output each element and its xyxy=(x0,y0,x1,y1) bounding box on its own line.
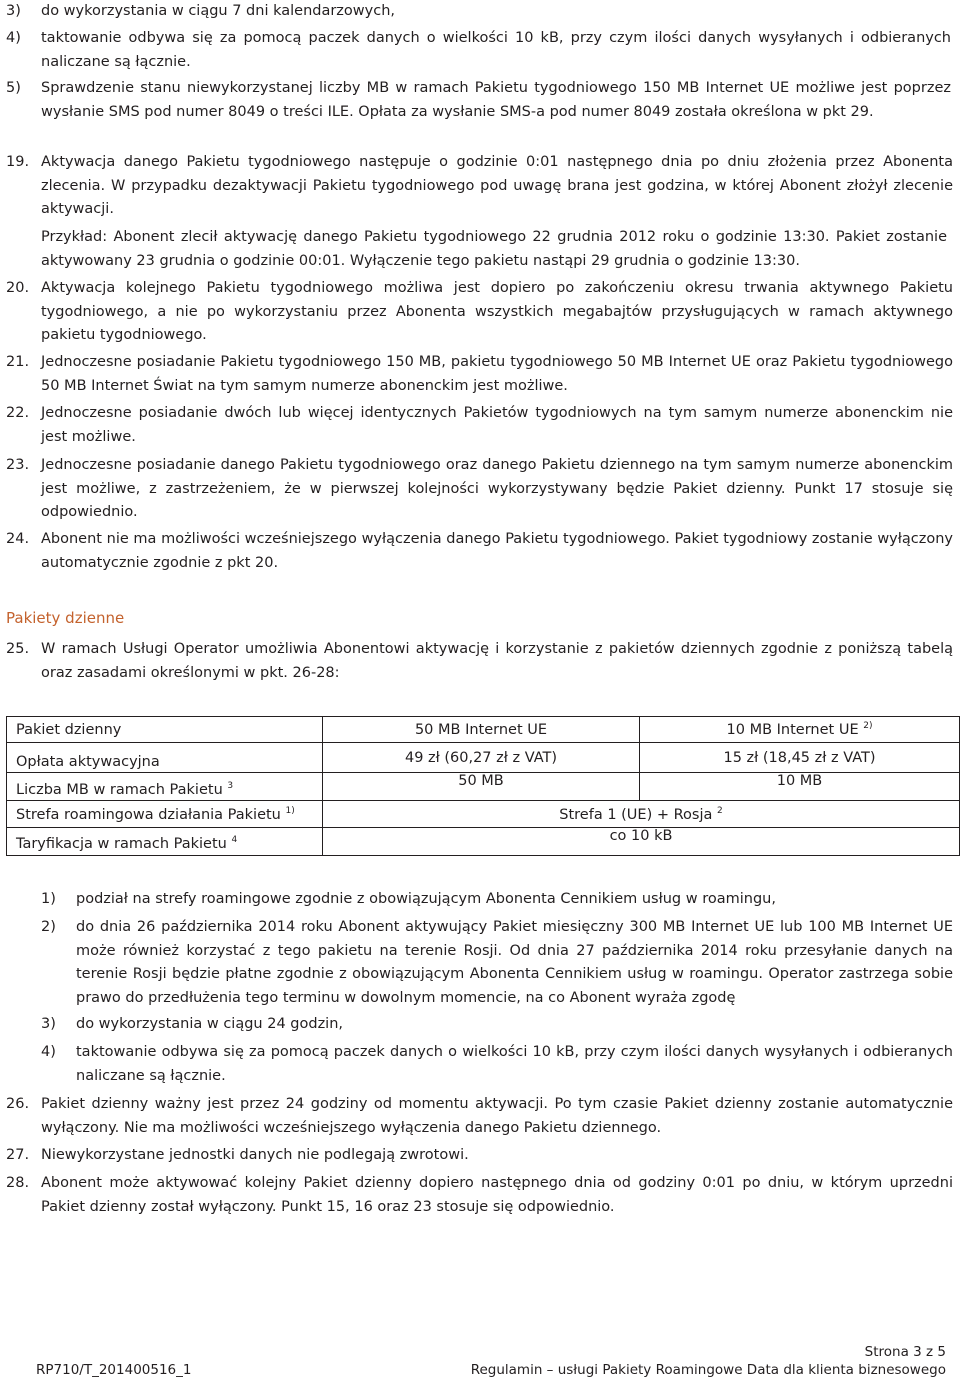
document-code: RP710/T_201400516_1 xyxy=(36,1362,192,1378)
note-number: 3) xyxy=(41,1016,56,1032)
table-cell: 49 zł (60,27 zł z VAT) xyxy=(323,743,640,773)
page-number: Strona 3 z 5 xyxy=(864,1344,946,1360)
table-row xyxy=(7,828,960,856)
table-cell-merged: co 10 kB xyxy=(323,828,960,856)
paragraph-text: Aktywacja kolejnego Pakietu tygodniowego możliwa jest dopiero po zakończeniu okresu trwania aktywnego Pakietu tygodniowego, a nie po wykorzystaniu przez Abonenta wszystkich megabajtów przysługujących w ramach aktywnego pakietu tygodniowego. xyxy=(41,280,953,343)
paragraph-number: 21. xyxy=(6,354,30,370)
table-header-col1: 50 MB Internet UE xyxy=(323,717,640,743)
paragraph-number: 20. xyxy=(6,280,30,296)
paragraph-number: 27. xyxy=(6,1147,30,1163)
table-cell-label: Taryfikacja w ramach Pakietu $^4$ xyxy=(7,828,323,856)
daily-package-table xyxy=(6,716,960,856)
table-cell-label: Liczba MB w ramach Pakietu $^3$ xyxy=(7,773,323,801)
note-text: do wykorzystania w ciągu 24 godzin, xyxy=(76,1016,344,1032)
table-header-label: Pakiet dzienny xyxy=(7,717,323,743)
note-number: 1) xyxy=(41,891,56,907)
paragraph-text: Jednoczesne posiadanie danego Pakietu tygodniowego oraz danego Pakietu dziennego na tym samym numerze abonenckim jest możliwe, z zastrzeżeniem, że w pierwszej kolejności wykorzystywany będzie Pakiet dzienny. Punkt 17 stosuje się odpowiednio. xyxy=(41,457,953,520)
note-text: podział na strefy roamingowe zgodnie z obowiązującym Abonenta Cennikiem usług w roamingu, xyxy=(76,891,776,907)
table-row xyxy=(7,717,960,743)
paragraph-text: W ramach Usługi Operator umożliwia Abonentowi aktywację i korzystanie z pakietów dziennych zgodnie z poniższą tabelą oraz zasadami określonymi w pkt. 26-28: xyxy=(41,641,953,681)
list-text: taktowanie odbywa się za pomocą paczek danych o wielkości 10 kB, przy czym ilości danych wysyłanych i odbieranych naliczane są łącznie. xyxy=(41,30,951,70)
paragraph-text: Aktywacja danego Pakietu tygodniowego następuje o godzinie 0:01 następnego dnia po dniu złożenia przez Abonenta zlecenia. W przypadku dezaktywacji Pakietu tygodniowego pod uwagę brana jest godzina, w której Abonent złożył zlecenie aktywacji. xyxy=(41,154,953,217)
table-row xyxy=(7,743,960,773)
list-number: 4) xyxy=(6,30,21,46)
paragraph-text: Pakiet dzienny ważny jest przez 24 godziny od momentu aktywacji. Po tym czasie Pakiet dzienny zostanie automatycznie wyłączony. Nie ma możliwości wcześniejszego wyłączenia danego Pakietu dziennego. xyxy=(41,1096,953,1136)
paragraph-number: 23. xyxy=(6,457,30,473)
section-title: Pakiety dzienne xyxy=(6,609,125,627)
table-row xyxy=(7,773,960,801)
table-cell: 10 MB xyxy=(640,773,960,801)
note-text: do dnia 26 października 2014 roku Abonent aktywujący Pakiet miesięczny 300 MB Internet UE lub 100 MB Internet UE może również korzystać z tego pakietu na terenie Rosji. Od dnia 27 października 2014 roku przesyłanie danych na terenie Rosji będzie płatne zgodnie z obowiązującym Abonenta Cennikiem usług w roamingu. Operator zastrzega sobie prawo do przedłużenia tego terminu w dowolnym momencie, na co Abonent wyraża zgodę xyxy=(76,919,953,1006)
list-number: 3) xyxy=(6,3,21,19)
paragraph-number: 24. xyxy=(6,531,30,547)
paragraph-number: 22. xyxy=(6,405,30,421)
note-number: 4) xyxy=(41,1044,56,1060)
paragraph-text: Jednoczesne posiadanie dwóch lub więcej identycznych Pakietów tygodniowych na tym samym numerze abonenckim nie jest możliwe. xyxy=(41,405,953,445)
paragraph-text: Abonent może aktywować kolejny Pakiet dzienny dopiero następnego dnia od godziny 0:01 po dniu, w którym uprzedni Pakiet dzienny został wyłączony. Punkt 15, 16 oraz 23 stosuje się odpowiednio. xyxy=(41,1175,953,1215)
table-cell: 15 zł (18,45 zł z VAT) xyxy=(640,743,960,773)
paragraph-text: Abonent nie ma możliwości wcześniejszego wyłączenia danego Pakietu tygodniowego. Pakiet tygodniowy zostanie wyłączony automatycznie zgodnie z pkt 20. xyxy=(41,531,953,571)
paragraph-19-example: Przykład: Abonent zlecił aktywację danego Pakietu tygodniowego 22 grudnia 2012 roku o godzinie 13:30. Pakiet zostanie aktywowany 23 grudnia o godzinie 00:01. Wyłączenie tego pakietu nastąpi 29 grudnia o godzinie 13:30. xyxy=(41,229,947,269)
paragraph-text: Niewykorzystane jednostki danych nie podlegają zwrotowi. xyxy=(41,1147,469,1163)
paragraph-number: 26. xyxy=(6,1096,30,1112)
table-cell-merged: Strefa 1 (UE) + Rosja $^2$ xyxy=(323,801,960,828)
paragraph-number: 28. xyxy=(6,1175,30,1191)
paragraph-text: Jednoczesne posiadanie Pakietu tygodniowego 150 MB, pakietu tygodniowego 50 MB Internet UE oraz Pakietu tygodniowego 50 MB Internet Świat na tym samym numerze abonenckim jest możliwe. xyxy=(41,354,953,394)
table-header-col2: 10 MB Internet UE $^{2)}$ xyxy=(640,717,960,743)
document-title: Regulamin – usługi Pakiety Roamingowe Data dla klienta biznesowego xyxy=(470,1362,946,1378)
list-number: 5) xyxy=(6,80,21,96)
table-row xyxy=(7,801,960,828)
paragraph-number: 19. xyxy=(6,154,30,170)
paragraph-number: 25. xyxy=(6,641,30,657)
table-cell-label: Strefa roamingowa działania Pakietu $^{1)}$ xyxy=(7,801,323,828)
list-text: Sprawdzenie stanu niewykorzystanej liczby MB w ramach Pakietu tygodniowego 150 MB Internet UE możliwe jest poprzez wysłanie SMS pod numer 8049 o treści ILE. Opłata za wysłanie SMS-a pod numer 8049 została określona w pkt 29. xyxy=(41,80,951,120)
note-text: taktowanie odbywa się za pomocą paczek danych o wielkości 10 kB, przy czym ilości danych wysyłanych i odbieranych naliczane są łącznie. xyxy=(76,1044,953,1084)
note-number: 2) xyxy=(41,919,56,935)
table-cell-label: Opłata aktywacyjna xyxy=(7,743,323,773)
table-cell: 50 MB xyxy=(323,773,640,801)
list-text: do wykorzystania w ciągu 7 dni kalendarzowych, xyxy=(41,3,396,19)
